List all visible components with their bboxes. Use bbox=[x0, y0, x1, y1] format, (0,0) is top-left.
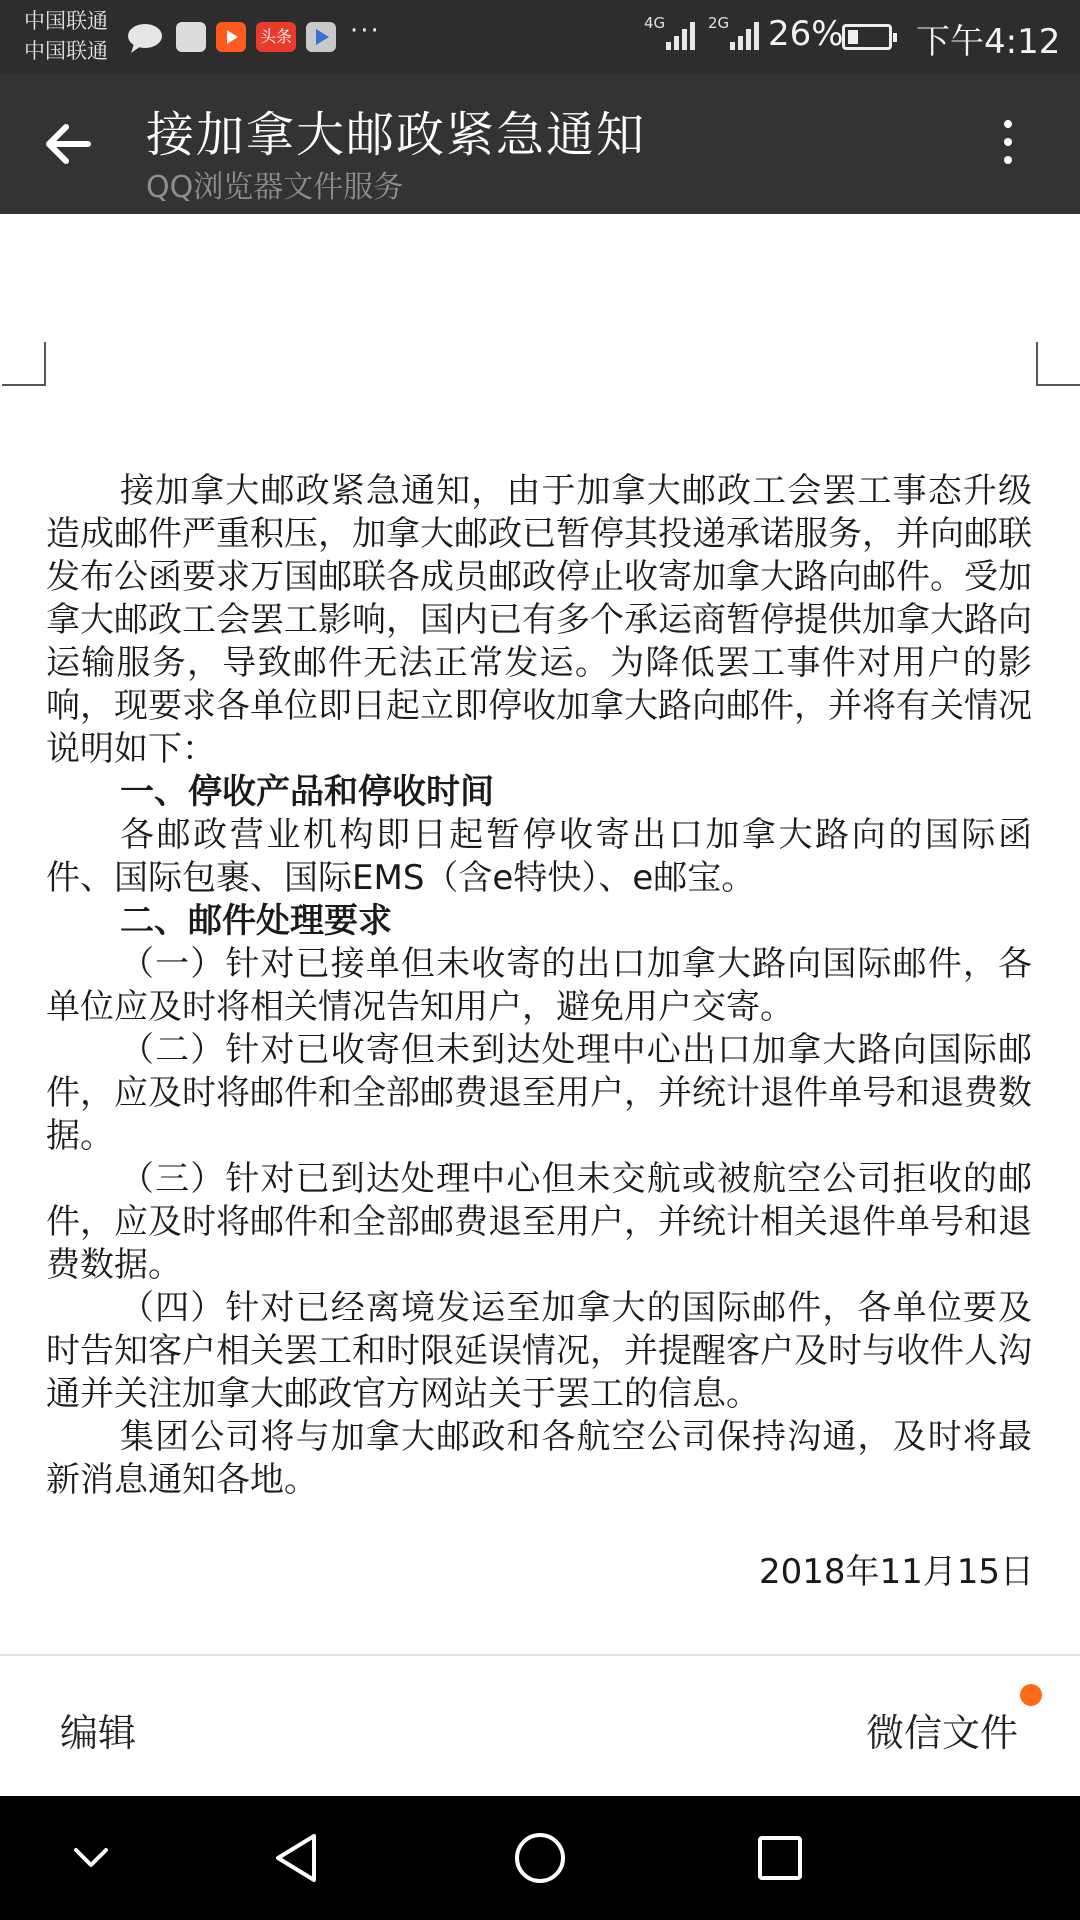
edit-button[interactable]: 编辑 bbox=[60, 1711, 137, 1755]
status-bar bbox=[0, 0, 1080, 74]
item-3-paragraph: （三）针对已到达处理中心但未交航或被航空公司拒收的邮件，应及时将邮件和全部邮费退至用户，并统计相关退件单号和退费数据。 bbox=[46, 1159, 1032, 1285]
section-1-paragraph: 各邮政营业机构即日起暂停收寄出口加拿大路向的国际函件、国际包裹、国际EMS（含e特快）、e邮宝。 bbox=[46, 815, 1032, 898]
signal-1-icon bbox=[666, 20, 696, 50]
page-subtitle: QQ浏览器文件服务 bbox=[146, 170, 404, 205]
back-triangle-icon[interactable] bbox=[262, 1828, 332, 1888]
battery-percent: 26% bbox=[768, 14, 844, 54]
battery-icon bbox=[842, 24, 892, 50]
item-1-paragraph: （一）针对已接单但未收寄的出口加拿大路向国际邮件，各单位应及时将相关情况告知用户，避免用户交寄。 bbox=[46, 944, 1032, 1027]
huawei-icon bbox=[176, 22, 206, 52]
notification-dot-badge bbox=[1020, 1684, 1042, 1706]
page-title: 接加拿大邮政紧急通知 bbox=[146, 107, 647, 163]
clock: 下午4:12 bbox=[916, 22, 1061, 62]
carrier-2: 中国联通 bbox=[24, 39, 108, 63]
intro-paragraph: 接加拿大邮政紧急通知，由于加拿大邮政工会罢工事态升级造成邮件严重积压，加拿大邮政已暂停其投递承诺服务，并向邮联发布公函要求万国邮联各成员邮政停止收寄加拿大路向邮件。受加拿大邮政工会罢工影响，国内已有多个承运商暂停提供加拿大路向运输服务，导致邮件无法正常发运。为降低罢工事件对用户的影响，现要求各单位即日起立即停收加拿大路向邮件，并将有关情况说明如下： bbox=[46, 471, 1032, 769]
network-type-1: 4G bbox=[644, 14, 666, 32]
section-heading-1: 一、停收产品和停收时间 bbox=[120, 772, 494, 812]
toutiao-icon: 头条 bbox=[256, 22, 296, 52]
more-options-icon[interactable] bbox=[988, 114, 1028, 174]
home-circle-icon[interactable] bbox=[505, 1828, 575, 1888]
chevron-down-icon[interactable] bbox=[56, 1828, 126, 1888]
document-body bbox=[46, 470, 1032, 1502]
section-heading-2: 二、邮件处理要求 bbox=[120, 901, 392, 941]
more-notifications-icon: ··· bbox=[350, 16, 381, 46]
back-arrow-icon[interactable] bbox=[38, 114, 98, 174]
item-4-paragraph: （四）针对已经离境发运至加拿大的国际邮件，各单位要及时告知客户相关罢工和时限延误情况，并提醒客户及时与收件人沟通并关注加拿大邮政官方网站关于罢工的信息。 bbox=[46, 1288, 1032, 1414]
signal-2-icon bbox=[730, 20, 760, 50]
battery-fill bbox=[848, 30, 858, 44]
page-corner-mark-left bbox=[2, 342, 46, 386]
chat-bubble-icon bbox=[126, 22, 164, 54]
document-view bbox=[0, 214, 1080, 1654]
app-bar bbox=[0, 74, 1080, 214]
carrier-1: 中国联通 bbox=[24, 9, 108, 33]
carrier-labels bbox=[24, 6, 108, 66]
closing-paragraph: 集团公司将与加拿大邮政和各航空公司保持沟通，及时将最新消息通知各地。 bbox=[46, 1417, 1032, 1500]
network-type-2: 2G bbox=[708, 14, 730, 32]
page-corner-mark-right bbox=[1036, 342, 1080, 386]
bottom-action-bar bbox=[0, 1654, 1080, 1798]
video-app-icon bbox=[216, 22, 246, 52]
item-2-paragraph: （二）针对已收寄但未到达处理中心出口加拿大路向国际邮件，应及时将邮件和全部邮费退至用户，并统计退件单号和退费数据。 bbox=[46, 1030, 1032, 1156]
recents-square-icon[interactable] bbox=[745, 1828, 815, 1888]
media-app-icon bbox=[306, 22, 336, 52]
system-nav-bar bbox=[0, 1796, 1080, 1920]
wechat-files-button[interactable]: 微信文件 bbox=[865, 1711, 1018, 1755]
document-date: 2018年11月15日 bbox=[758, 1552, 1034, 1592]
